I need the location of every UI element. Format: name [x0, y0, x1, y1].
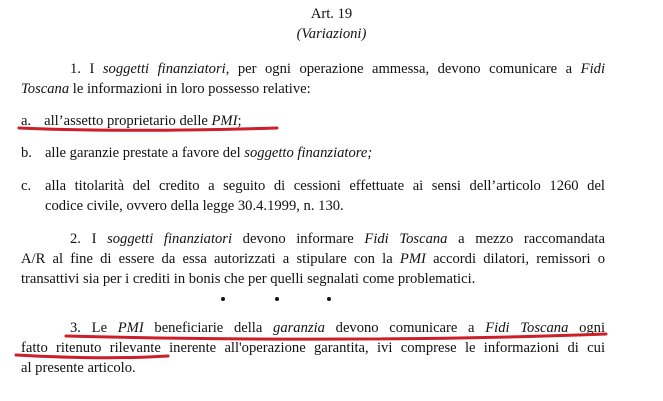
- item-a-letter: a.: [21, 113, 32, 129]
- article-title: Art. 19: [310, 6, 353, 22]
- item-c-letter: c.: [21, 178, 32, 194]
- para1-line2: Toscana le informazioni in loro possesso relative:: [21, 81, 311, 97]
- para1-line1: 1. I soggetti finanziatori, per ogni operazione ammessa, devono comunicare a Fidi: [70, 61, 605, 77]
- item-c-line1: alla titolarità del credito a seguito di cessioni effettuate ai sensi dell’articolo 1260 del: [45, 178, 605, 194]
- item-b-letter: b.: [21, 145, 32, 161]
- item-c-line2: codice civile, ovvero della legge 30.4.1999, n. 130.: [45, 198, 344, 214]
- para2-line3: transattivi sia per i crediti in bonis che per quelli segnalati come problematici.: [21, 271, 476, 287]
- para3-line2: fatto ritenuto rilevante inerente all'operazione garantita, ivi comprese le informazioni di cui: [21, 340, 605, 356]
- para2-line2: A/R al fine di essere da essa autorizzati a stipulare con la PMI accordi dilatori, remissori o: [21, 251, 605, 267]
- separator-dot: [221, 297, 225, 301]
- separator-dot: [275, 297, 279, 301]
- item-b: b. alle garanzie prestate a favore del soggetto finanziatore;: [21, 145, 373, 161]
- separator-dot: [327, 297, 331, 301]
- para2-line1: 2. I soggetti finanziatori devono informare Fidi Toscana a mezzo raccomandata: [70, 231, 605, 247]
- article-subtitle: (Variazioni): [296, 26, 367, 42]
- item-a: a. all’assetto proprietario delle PMI;: [21, 113, 242, 129]
- para3-line3: al presente articolo.: [21, 360, 136, 376]
- para3-line1: 3. Le PMI beneficiarie della garanzia devono comunicare a Fidi Toscana ogni: [70, 320, 606, 336]
